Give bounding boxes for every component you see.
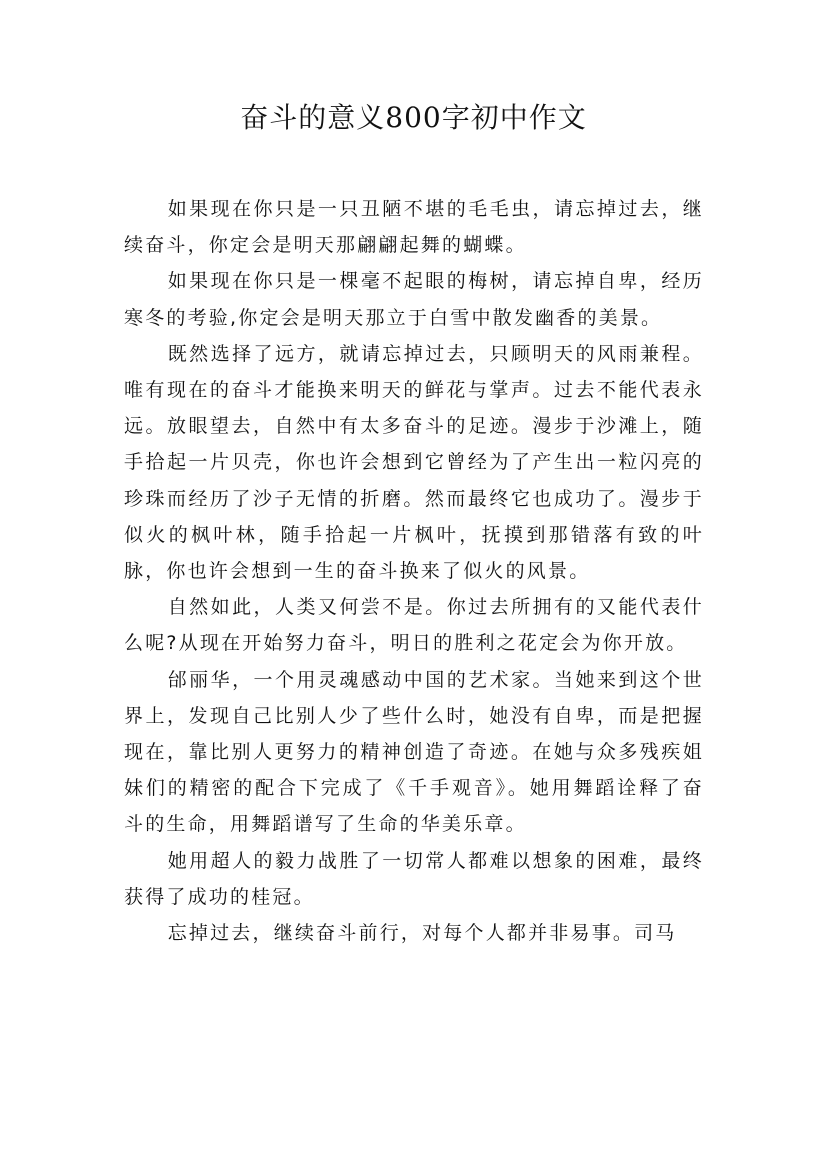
paragraph: 忘掉过去，继续奋斗前行，对每个人都并非易事。司马 <box>167 922 677 945</box>
paragraph: 如果现在你只是一棵毫不起眼的梅树，请忘掉自卑，经历寒冬的考验,你定会是明天那立于白雪中散发幽香的美景。 <box>124 270 704 329</box>
document-body <box>124 191 704 951</box>
paragraph: 邰丽华，一个用灵魂感动中国的艺术家。当她来到这个世界上，发现自己比别人少了些什么时，她没有自卑，而是把握现在，靠比别人更努力的精神创造了奇迹。在她与众多残疾姐妹们的精密的配合下完成了《千手观音》。她用舞蹈诠释了奋斗的生命，用舞蹈谱写了生命的华美乐章。 <box>124 668 704 836</box>
paragraph: 既然选择了远方，就请忘掉过去，只顾明天的风雨兼程。唯有现在的奋斗才能换来明天的鲜花与掌声。过去不能代表永远。放眼望去，自然中有太多奋斗的足迹。漫步于沙滩上，随手拾起一片贝壳，你也许会想到它曾经为了产生出一粒闪亮的珍珠而经历了沙子无情的折磨。然而最终它也成功了。漫步于似火的枫叶林，随手拾起一片枫叶，抚摸到那错落有致的叶脉，你也许会想到一生的奋斗换来了似火的风景。 <box>124 342 704 583</box>
paragraph: 如果现在你只是一只丑陋不堪的毛毛虫，请忘掉过去，继续奋斗，你定会是明天那翩翩起舞的蝴蝶。 <box>124 198 704 257</box>
paragraph: 自然如此，人类又何尝不是。你过去所拥有的又能代表什么呢?从现在开始努力奋斗，明日的胜利之花定会为你开放。 <box>124 596 704 655</box>
paragraph: 她用超人的毅力战胜了一切常人都难以想象的困难，最终获得了成功的桂冠。 <box>124 849 704 908</box>
document-title: 奋斗的意义800字初中作文 <box>240 101 587 134</box>
